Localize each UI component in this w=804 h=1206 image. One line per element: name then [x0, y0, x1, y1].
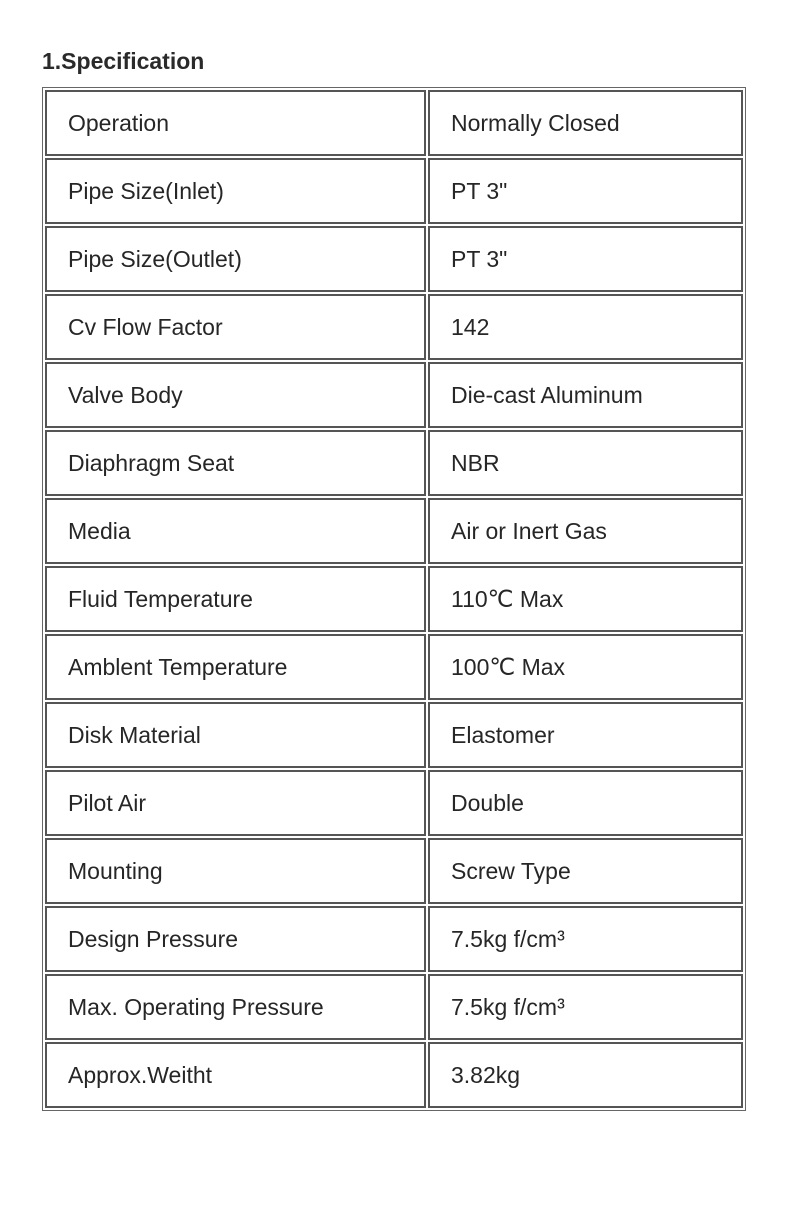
table-row — [45, 1042, 743, 1108]
spec-name-cell: Disk Material — [45, 702, 426, 768]
table-row — [45, 838, 743, 904]
spec-value-cell: 7.5kg f/cm³ — [428, 974, 743, 1040]
spec-name-cell: Approx.Weitht — [45, 1042, 426, 1108]
specification-table — [42, 87, 746, 1111]
spec-value-cell: Screw Type — [428, 838, 743, 904]
spec-name-cell: Pipe Size(Outlet) — [45, 226, 426, 292]
table-row — [45, 362, 743, 428]
spec-name-cell: Pipe Size(Inlet) — [45, 158, 426, 224]
spec-name-cell: Diaphragm Seat — [45, 430, 426, 496]
table-row — [45, 906, 743, 972]
spec-value-cell: Die-cast Aluminum — [428, 362, 743, 428]
spec-value-cell: Normally Closed — [428, 90, 743, 156]
spec-value-cell: 110℃ Max — [428, 566, 743, 632]
spec-value-cell: Elastomer — [428, 702, 743, 768]
spec-value-cell: PT 3" — [428, 226, 743, 292]
spec-name-cell: Mounting — [45, 838, 426, 904]
spec-name-cell: Operation — [45, 90, 426, 156]
spec-name-cell: Design Pressure — [45, 906, 426, 972]
table-row — [45, 158, 743, 224]
spec-name-cell: Media — [45, 498, 426, 564]
spec-value-cell: 142 — [428, 294, 743, 360]
table-row — [45, 770, 743, 836]
spec-value-cell: Double — [428, 770, 743, 836]
table-row — [45, 634, 743, 700]
spec-name-cell: Cv Flow Factor — [45, 294, 426, 360]
spec-name-cell: Amblent Temperature — [45, 634, 426, 700]
table-row — [45, 430, 743, 496]
spec-value-cell: 3.82kg — [428, 1042, 743, 1108]
spec-name-cell: Fluid Temperature — [45, 566, 426, 632]
spec-value-cell: 100℃ Max — [428, 634, 743, 700]
section-heading: 1.Specification — [42, 48, 205, 74]
table-row — [45, 226, 743, 292]
spec-name-cell: Valve Body — [45, 362, 426, 428]
spec-name-cell: Max. Operating Pressure — [45, 974, 426, 1040]
table-row — [45, 498, 743, 564]
spec-value-cell: Air or Inert Gas — [428, 498, 743, 564]
spec-value-cell: 7.5kg f/cm³ — [428, 906, 743, 972]
spec-value-cell: PT 3" — [428, 158, 743, 224]
table-row — [45, 702, 743, 768]
table-row — [45, 90, 743, 156]
spec-value-cell: NBR — [428, 430, 743, 496]
table-row — [45, 294, 743, 360]
spec-name-cell: Pilot Air — [45, 770, 426, 836]
table-row — [45, 974, 743, 1040]
table-row — [45, 566, 743, 632]
specification-table-body — [45, 90, 743, 1108]
